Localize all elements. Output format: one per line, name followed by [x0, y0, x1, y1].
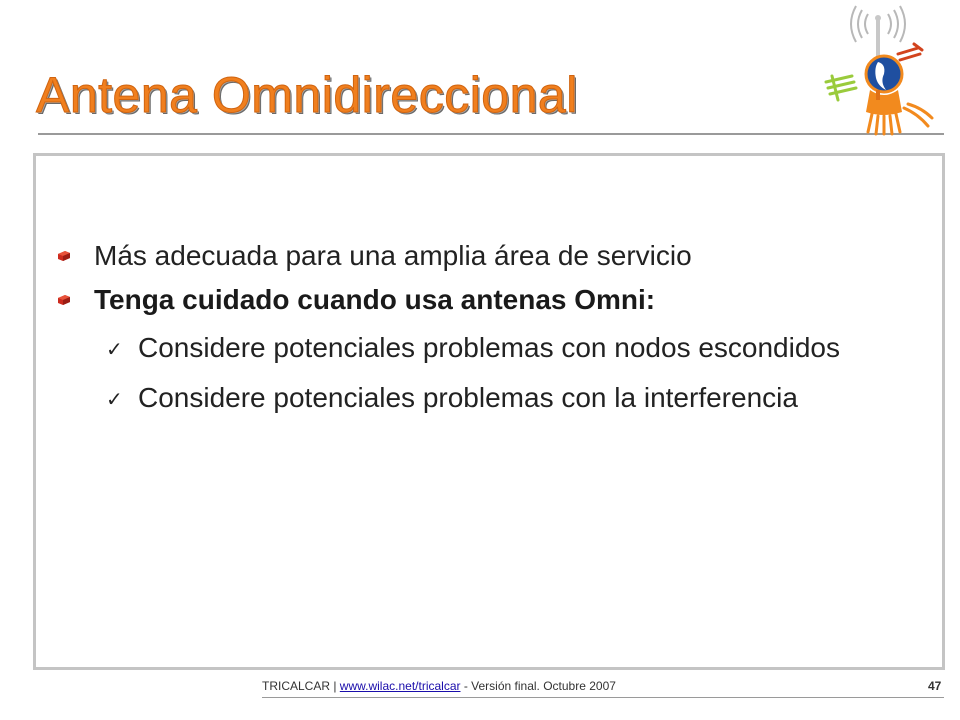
- footer-suffix: - Versión final. Octubre 2007: [460, 679, 616, 693]
- footer-divider: [262, 697, 944, 698]
- slide-title: Antena Omnidireccional: [36, 67, 578, 123]
- bullet-list: [56, 234, 945, 422]
- bullet-item: [56, 234, 945, 278]
- footer: [262, 679, 616, 693]
- page-number: 47: [928, 679, 942, 693]
- red-cube-bullet-icon: [56, 294, 72, 306]
- title-divider: [38, 133, 944, 135]
- sub-bullet-text: Considere potenciales problemas con la interferencia: [138, 382, 798, 413]
- red-cube-bullet-icon: [56, 250, 72, 262]
- sub-bullet-item: [56, 374, 945, 422]
- checkmark-icon: ✓: [106, 389, 123, 411]
- bullet-text: Tenga cuidado cuando usa antenas Omni:: [94, 284, 656, 315]
- footer-prefix: TRICALCAR |: [262, 679, 340, 693]
- sub-bullet-item: [56, 324, 945, 372]
- bullet-text: Más adecuada para una amplia área de servicio: [94, 240, 692, 271]
- sub-bullet-text: Considere potenciales problemas con nodos escondidos: [138, 332, 840, 363]
- bullet-item: [56, 278, 945, 322]
- checkmark-icon: ✓: [106, 339, 123, 361]
- footer-link[interactable]: www.wilac.net/tricalcar: [339, 679, 461, 693]
- content-box: [33, 153, 945, 670]
- tricalcar-logo-icon: [818, 4, 942, 136]
- sub-bullet-list: [56, 324, 945, 422]
- sub-bullet-group: [56, 324, 945, 422]
